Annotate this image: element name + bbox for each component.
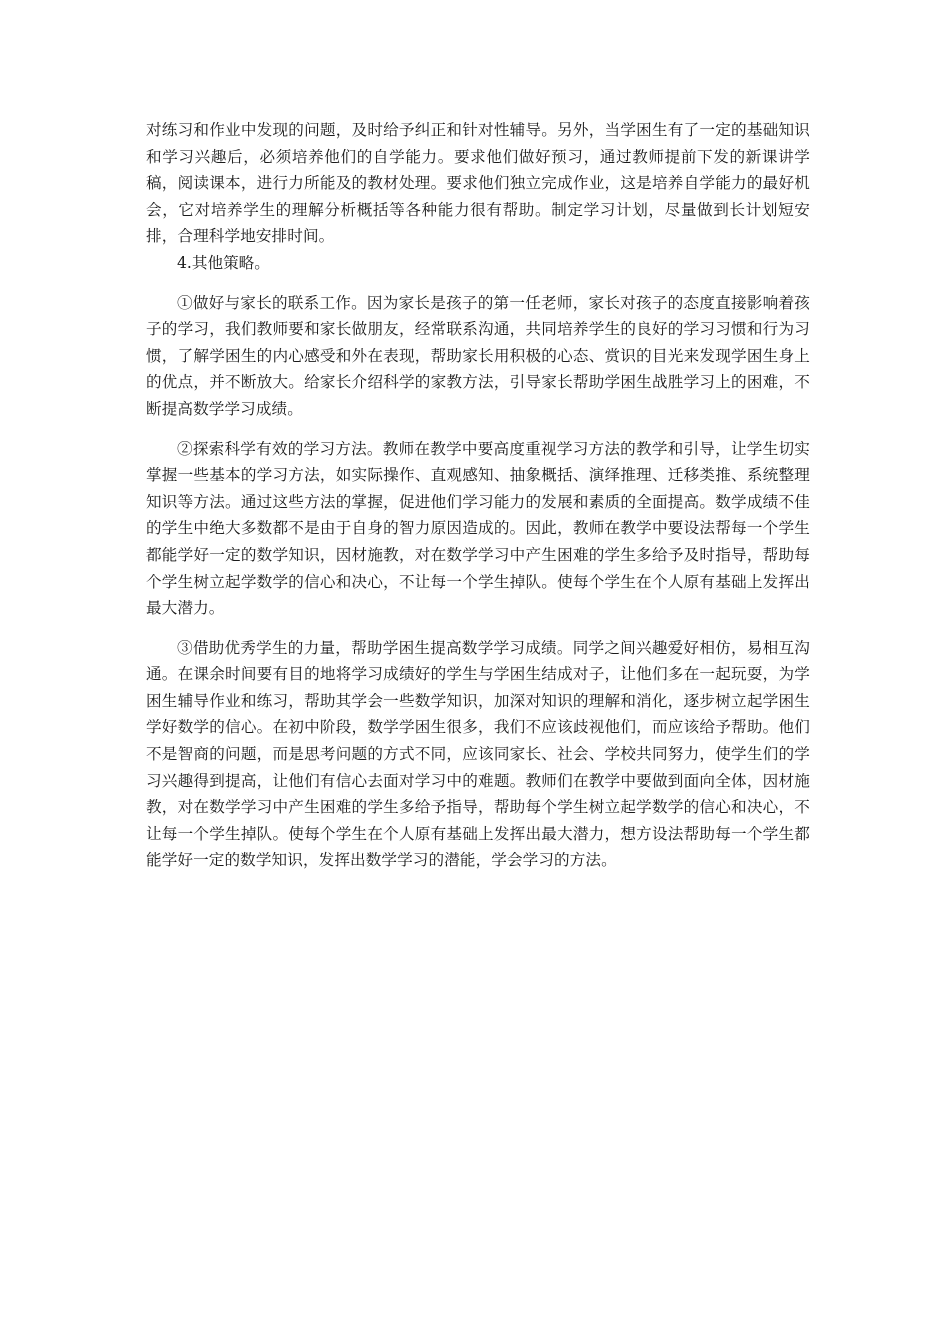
paragraph-peer-help: ③借助优秀学生的力量，帮助学困生提高数学学习成绩。同学之间兴趣爱好相仿，易相互沟通。在课余时间要有目的地将学习成绩好的学生与学困生结成对子，让他们多在一起玩耍，为学困生辅导作业和练习，帮助其学会一些数学知识，加深对知识的理解和消化，逐步树立起学困生学好数学的信心。在初中阶段，数学学困生很多，我们不应该歧视他们，而应该给予帮助。他们不是智商的问题，而是思考问题的方式不同，应该同家长、社会、学校共同努力，使学生们的学习兴趣得到提高，让他们有信心去面对学习中的难题。教师们在教学中要做到面向全体，因材施教，对在数学学习中产生困难的学生多给予指导，帮助每个学生树立起学数学的信心和决心，不让每一个学生掉队。使每个学生在个人原有基础上发挥出最大潜力，想方设法帮助每一个学生都能学好一定的数学知识，发挥出数学学习的潜能，学会学习的方法。: [146, 638, 810, 870]
section-heading-other-strategies: 4.其他策略。: [177, 253, 270, 272]
paragraph-continuation: 对练习和作业中发现的问题，及时给予纠正和针对性辅导。另外，当学困生有了一定的基础知识和学习兴趣后，必须培养他们的自学能力。要求他们做好预习，通过教师提前下发的新课讲学稿，阅读课本，进行力所能及的教材处理。要求他们独立完成作业，这是培养自学能力的最好机会，它对培养学生的理解分析概括等各种能力很有帮助。制定学习计划，尽量做到长计划短安排，合理科学地安排时间。: [146, 121, 810, 246]
document-page: [146, 117, 810, 874]
paragraph-parent-contact: ①做好与家长的联系工作。因为家长是孩子的第一任老师，家长对孩子的态度直接影响着孩子的学习，我们教师要和家长做朋友，经常联系沟通，共同培养学生的良好的学习习惯和行为习惯，了解学困生的内心感受和外在表现，帮助家长用积极的心态、赏识的目光来发现学困生身上的优点，并不断放大。给家长介绍科学的家教方法，引导家长帮助学困生战胜学习上的困难，不断提高数学学习成绩。: [146, 293, 810, 418]
paragraph-learning-methods: ②探索科学有效的学习方法。教师在教学中要高度重视学习方法的教学和引导，让学生切实掌握一些基本的学习方法，如实际操作、直观感知、抽象概括、演绎推理、迁移类推、系统整理知识等方法。通过这些方法的掌握，促进他们学习能力的发展和素质的全面提高。数学成绩不佳的学生中绝大多数都不是由于自身的智力原因造成的。因此，教师在教学中要设法帮每一个学生都能学好一定的数学知识，因材施教，对在数学学习中产生困难的学生多给予及时指导，帮助每个学生树立起学数学的信心和决心，不让每一个学生掉队。使每个学生在个人原有基础上发挥出最大潜力。: [146, 439, 810, 618]
